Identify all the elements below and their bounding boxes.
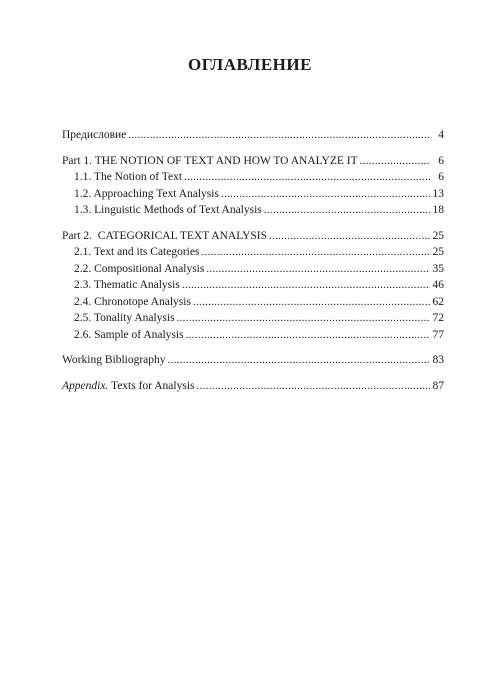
toc-page-number: 46 [432,279,444,291]
dot-leader [201,244,430,261]
toc-entry-label: 2.1. Text and its Categories [74,246,200,258]
toc-entry-label: 1.2. Approaching Text Analysis [74,187,219,200]
dot-leader [184,169,430,186]
dot-leader [197,378,430,395]
toc-page-number: 77 [432,328,444,341]
toc-entry-label: 1.3. Linguistic Methods of Text Analysis [74,204,262,216]
toc-entry-label: 1.1. The Notion of Text [74,171,183,183]
dot-leader [128,127,430,144]
toc-entry-1-2[interactable] [62,186,444,203]
toc-entry-label: Part 1. THE NOTION OF TEXT AND HOW TO ANALYZE IT [62,154,358,167]
toc-entry-2-6[interactable] [62,327,444,344]
dot-leader [182,277,430,294]
toc-page-number: 25 [432,246,444,258]
toc-entry-part1[interactable] [62,153,444,170]
dot-leader [186,327,430,344]
toc-group-part1 [62,153,444,219]
dot-leader [360,153,430,170]
table-of-contents [62,127,444,403]
appendix-label-rest: Texts for Analysis [108,379,195,392]
toc-entry-label [62,378,195,395]
dot-leader [264,202,430,219]
toc-entry-2-4[interactable] [62,294,444,311]
toc-page-number: 83 [432,354,444,366]
toc-entry-appendix[interactable] [62,378,444,395]
toc-entry-label: 2.4. Chronotope Analysis [74,295,191,308]
toc-entry-2-2[interactable] [62,261,444,278]
toc-page-number: 35 [432,262,444,275]
toc-group-part2 [62,228,444,344]
toc-entry-label: 2.6. Sample of Analysis [74,328,184,341]
dot-leader [177,310,430,327]
toc-page-number: 4 [438,129,444,141]
toc-entry-2-1[interactable] [62,244,444,261]
toc-entry-label: 2.5. Tonality Analysis [74,312,175,324]
toc-page-number: 62 [432,295,444,308]
toc-entry-1-1[interactable] [62,169,444,186]
toc-group-appendix [62,378,444,395]
page-title: ОГЛАВЛЕНИЕ [188,55,312,74]
toc-group-preface [62,127,444,144]
dot-leader [206,261,430,278]
toc-entry-2-3[interactable] [62,277,444,294]
appendix-italic-label: Appendix. [62,379,109,392]
toc-page-number: 6 [438,154,444,167]
toc-entry-preface[interactable] [62,127,444,144]
dot-leader [193,294,430,311]
toc-page-number: 6 [438,171,444,183]
toc-entry-2-5[interactable] [62,310,444,327]
toc-entry-label: Working Bibliography [62,354,166,366]
toc-entry-label: 2.3. Thematic Analysis [74,279,180,291]
toc-entry-part2[interactable] [62,228,444,245]
toc-page-number: 25 [432,229,444,242]
toc-page-number: 13 [432,187,444,200]
dot-leader [168,352,430,369]
toc-page-number: 18 [432,204,444,216]
toc-page-number: 87 [432,379,444,392]
toc-entry-bibliography[interactable] [62,352,444,369]
toc-entry-label: Part 2. CATEGORICAL TEXT ANALYSIS [62,229,268,242]
toc-entry-1-3[interactable] [62,202,444,219]
toc-entry-label: Предисловие [62,129,127,141]
dot-leader [269,228,430,245]
dot-leader [221,186,430,203]
toc-group-bibliography [62,352,444,369]
toc-page-number: 72 [432,312,444,324]
toc-entry-label: 2.2. Compositional Analysis [74,262,205,275]
